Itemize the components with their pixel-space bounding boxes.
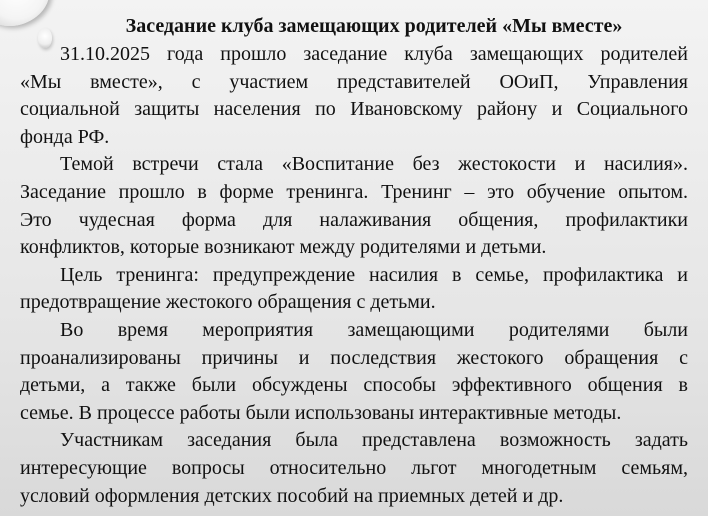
- document-title: Заседание клуба замещающих родителей «Мы вместе»: [125, 15, 623, 37]
- text-line: условий оформления детских пособий на приемных детей и др.: [20, 484, 564, 507]
- text-line: Во время мероприятия замещающими родителями были: [60, 318, 688, 341]
- text-line: «Мы вместе», с участием представителей ООиП, Управления: [20, 70, 688, 93]
- text-line: Цель тренинга: предупреждение насилия в семье, профилактика и: [60, 263, 688, 286]
- text-line: 31.10.2025 года прошло заседание клуба замещающих родителей: [60, 43, 688, 65]
- text-line: Темой встречи стала «Воспитание без жестокости и насилия».: [60, 153, 688, 176]
- text-line: интересующие вопросы относительно льгот многодетным семьям,: [20, 456, 688, 479]
- paragraph: [20, 427, 688, 510]
- text-line: семье. В процессе работы были использованы интерактивные методы.: [20, 401, 622, 424]
- text-line: Это чудесная форма для налаживания общения, профилактики: [20, 208, 688, 231]
- text-line: фонда РФ.: [20, 125, 110, 148]
- text-line: конфликтов, которые возникают между родителями и детьми.: [20, 236, 547, 259]
- paragraph: [20, 151, 688, 261]
- text-line: Участникам заседания была представлена возможность задать: [60, 429, 688, 452]
- text-line: проанализированы причины и последствия жестокого обращения с: [20, 346, 688, 369]
- paragraph: [20, 317, 688, 427]
- document-body: [20, 41, 688, 510]
- paragraph: [20, 262, 688, 317]
- paragraph: [20, 41, 688, 151]
- text-line: детьми, а также были обсуждены способы эффективного общения в: [20, 374, 688, 397]
- text-line: Заседание прошло в форме тренинга. Тренинг – это обучение опытом.: [20, 180, 688, 203]
- text-line: социальной защиты населения по Ивановскому району и Социального: [20, 98, 688, 121]
- text-line: предотвращение жестокого обращения с детьми.: [20, 291, 436, 314]
